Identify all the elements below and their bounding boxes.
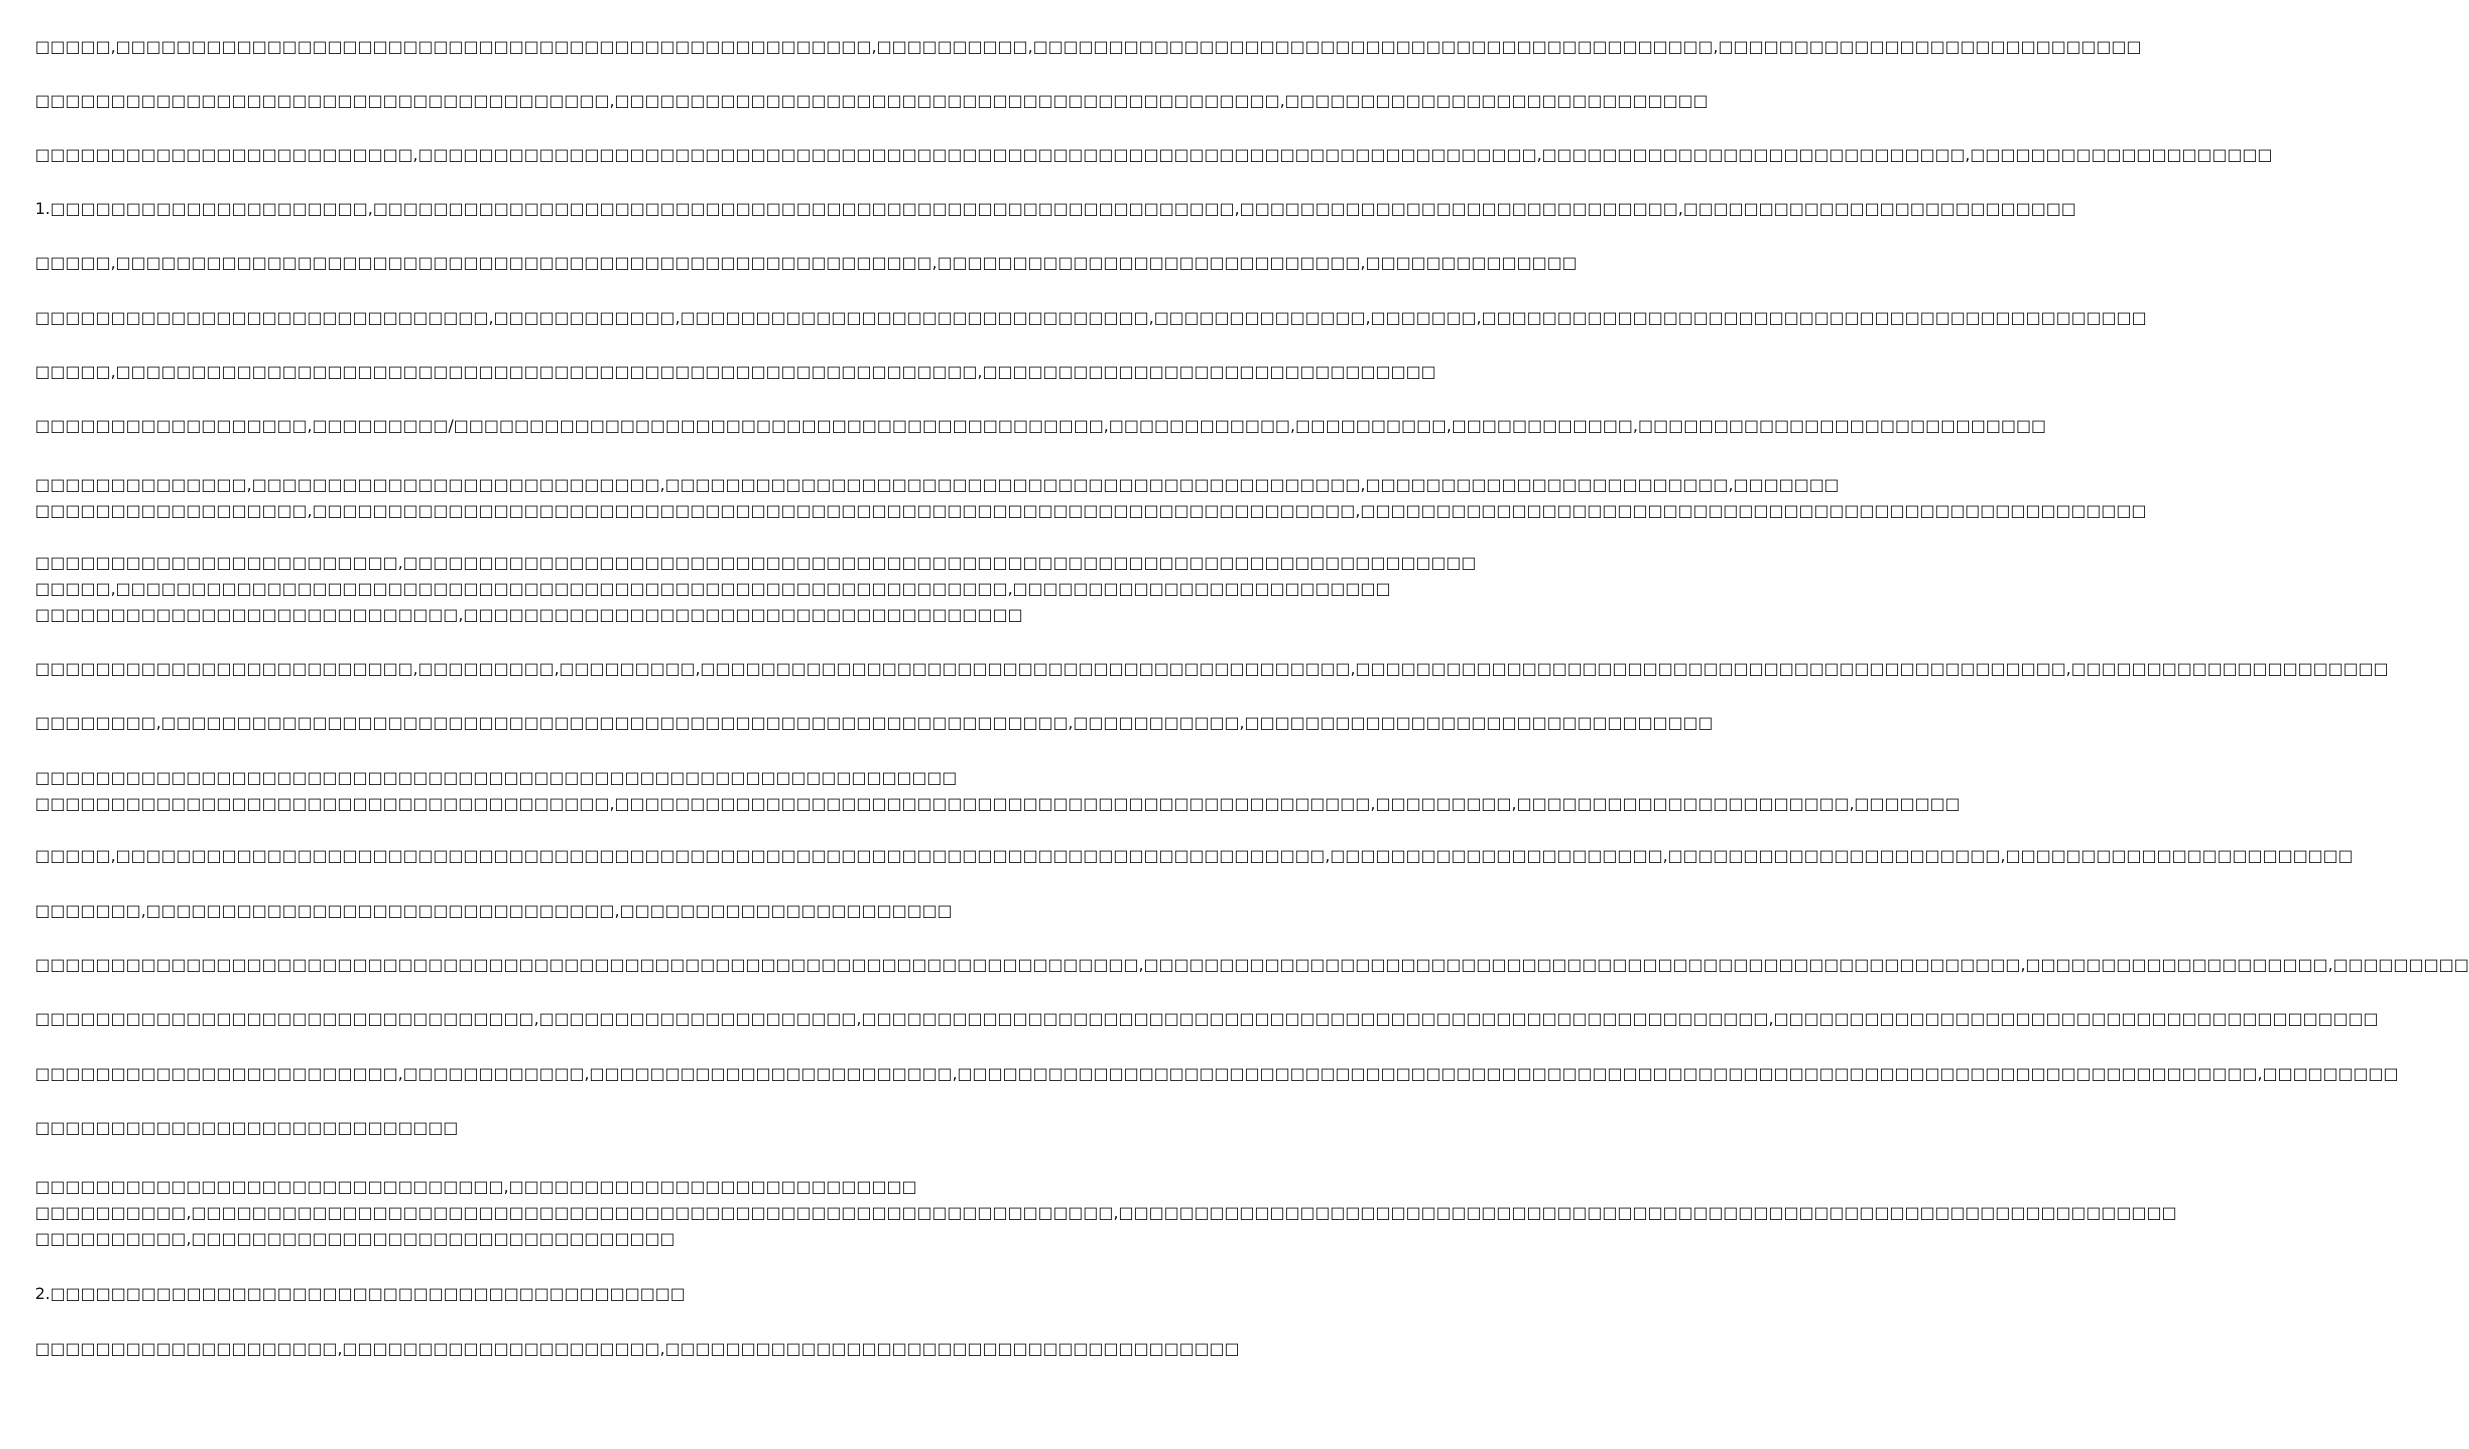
paragraph [35, 413, 2047, 439]
paragraph [35, 88, 1709, 114]
text-line: □□□□□□□□□□□□□□□□□□,□□□□□□□□□/□□□□□□□□□□□□□□□□□□□□□□□□□□□□□□□□□□□□□□□□□□□,□□□□□□□□□□□□,□□□□□□□□□□,□□□□□□□□□□□□,□□□□□□□□□□□□□□□□□□□□□□□□□□□ [35, 416, 2047, 435]
text-line: □□□□□□□□□□□□□□□□□□□□□□□□□□□□□□,□□□□□□□□□□□□,□□□□□□□□□□□□□□□□□□□□□□□□□□□□□□□,□□□□□□□□□□□□□□,□□□□□□□,□□□□□□□□□□□□□□□□□□□□□□□□□□□□□□□□□□□□□□□□□□□□ [35, 308, 2147, 327]
text-line: □□□□□,□□□□□□□□□□□□□□□□□□□□□□□□□□□□□□□□□□□□□□□□□□□□□□□□□□□□□□□□□,□□□□□□□□□□□□□□□□□□□□□□□□□□□□□□ [35, 362, 1436, 381]
text-line: 1.□□□□□□□□□□□□□□□□□□□□□,□□□□□□□□□□□□□□□□□□□□□□□□□□□□□□□□□□□□□□□□□□□□□□□□□□□□□□□□□,□□□□□□□□□□□□□□□□□□□□□□□□□□□□□,□□□□□□□□□□□□□□□□□□□□□□□□□□ [35, 199, 2077, 218]
text-line: □□□□□□□□□□□□□□,□□□□□□□□□□□□□□□□□□□□□□□□□□□,□□□□□□□□□□□□□□□□□□□□□□□□□□□□□□□□□□□□□□□□□□□□□□,□□□□□□□□□□□□□□□□□□□□□□□□,□□□□□□□ [35, 475, 1840, 494]
paragraph [35, 952, 2469, 978]
text-line: □□□□□□□□□□□□□□□□□□□□□□□□□□□□□□□,□□□□□□□□□□□□□□□□□□□□□□□□□□□ [35, 1177, 917, 1196]
document-body [35, 0, 2469, 1449]
paragraph [35, 1336, 1240, 1362]
text-line: □□□□□□□□□□□□□□□□□□□□□□□□□,□□□□□□□□□,□□□□□□□□□,□□□□□□□□□□□□□□□□□□□□□□□□□□□□□□□□□□□□□□□□□□□,□□□□□□□□□□□□□□□□□□□□□□□□□□□□□□□□□□□□□□□□□□□□□□□,□□□□□□□□□□□□□□□□□□□□□ [35, 659, 2389, 678]
paragraph [35, 196, 2077, 222]
text-line: □□□□□□□□□□,□□□□□□□□□□□□□□□□□□□□□□□□□□□□□□□□□□□□□□□□□□□□□□□□□□□□□□□□□□□□□,□□□□□□□□□□□□□□□□□□□□□□□□□□□□□□□□□□□□□□□□□□□□□□□□□□□□□□□□□□□□□□□□□□□□□□ [35, 1203, 2177, 1222]
paragraph [35, 765, 1961, 817]
text-line: □□□□□,□□□□□□□□□□□□□□□□□□□□□□□□□□□□□□□□□□□□□□□□□□□□□□□□□□,□□□□□□□□□□,□□□□□□□□□□□□□□□□□□□□□□□□□□□□□□□□□□□□□□□□□□□□□,□□□□□□□□□□□□□□□□□□□□□□□□□□□□ [35, 37, 2142, 56]
text-line: □□□□□□□□□□□□□□□□□□□□□□□□□□□□,□□□□□□□□□□□□□□□□□□□□□□□□□□□□□□□□□□□□□ [35, 605, 1023, 624]
text-line: □□□□□□□□□□□□□□□□□□□□□□□□□□□□□□□□□□□□□□□□□□□□□□□□□□□□□□□□□□□□□□□□□□□□□□□□□,□□□□□□□□□□□□□□□□□□□□□□□□□□□□□□□□□□□□□□□□□□□□□□□□□□□□□□□□□□,□□□□□□□□□□□□□□□□□□□□,□□□□□□□□□ [35, 955, 2469, 974]
text-line: □□□□□,□□□□□□□□□□□□□□□□□□□□□□□□□□□□□□□□□□□□□□□□□□□□□□□□□□□□□□,□□□□□□□□□□□□□□□□□□□□□□□□□□□□,□□□□□□□□□□□□□□ [35, 253, 1578, 272]
text-line: □□□□□□□□□□□□□□□□□□□□□□□□□□□□□□□□□□□□□□□□□□□□□□□□□□□□□□□□□□□□□ [35, 768, 958, 787]
text-line: □□□□□□□□□□□□□□□□□□□□□□□□□□□□ [35, 1118, 459, 1137]
text-line: □□□□□□□,□□□□□□□□□□□□□□□□□□□□□□□□□□□□□□□,□□□□□□□□□□□□□□□□□□□□□□ [35, 901, 953, 920]
text-line: □□□□□□□□□□,□□□□□□□□□□□□□□□□□□□□□□□□□□□□□□□□ [35, 1229, 676, 1248]
paragraph [35, 142, 2273, 168]
text-line: □□□□□□□□□□□□□□□□□□□□□□□□,□□□□□□□□□□□□□□□□□□□□□□□□□□□□□□□□□□□□□□□□□□□□□□□□□□□□□□□□□□□□□□□□□□□□□□□ [35, 553, 1477, 572]
paragraph [35, 359, 1436, 385]
paragraph [35, 1281, 990, 1307]
text-line: □□□□□□□□□□□□□□□□□□□□,□□□□□□□□□□□□□□□□□□□□□,□□□□□□□□□□□□□□□□□□□□□□□□□□□□□□□□□□□□□□ [35, 1339, 1240, 1358]
paragraph [35, 1115, 990, 1141]
text-line: □□□□□□□□,□□□□□□□□□□□□□□□□□□□□□□□□□□□□□□□□□□□□□□□□□□□□□□□□□□□□□□□□□□□□,□□□□□□□□□□□,□□□□□□□□□□□□□□□□□□□□□□□□□□□□□□□ [35, 713, 1714, 732]
paragraph [35, 1061, 2399, 1087]
text-line: □□□□□□□□□□□□□□□□□□□□□□□□,□□□□□□□□□□□□,□□□□□□□□□□□□□□□□□□□□□□□□,□□□□□□□□□□□□□□□□□□□□□□□□□□□□□□□□□□□□□□□□□□□□□□□□□□□□□□□□□□□□□□□□□□□□□□□□□□□□□□□□□□□□□□,□□□□□□□□□ [35, 1064, 2399, 1083]
text-line: □□□□□□□□□□□□□□□□□□□□□□□□□□□□□□□□□□□□□□,□□□□□□□□□□□□□□□□□□□□□□□□□□□□□□□□□□□□□□□□□□□□□□□□□□,□□□□□□□□□,□□□□□□□□□□□□□□□□□□□□□□,□□□□□□□ [35, 794, 1961, 813]
paragraph [35, 710, 1714, 736]
text-line: □□□□□□□□□□□□□□□□□□□□□□□□□□□□□□□□□,□□□□□□□□□□□□□□□□□□□□□,□□□□□□□□□□□□□□□□□□□□□□□□□□□□□□□□□□□□□□□□□□□□□□□□□□□□□□□□□□□□,□□□□□□□□□□□□□□□□□□□□□□□□□□□□□□□□□□□□□□□□ [35, 1009, 2379, 1028]
paragraph [35, 250, 1578, 276]
paragraph [35, 472, 2147, 524]
paragraph [35, 1006, 2379, 1032]
text-line: □□□□□,□□□□□□□□□□□□□□□□□□□□□□□□□□□□□□□□□□□□□□□□□□□□□□□□□□□□□□□□□□□□□□□□□□□□□□□□□□□□□□□□,□□□□□□□□□□□□□□□□□□□□□□,□□□□□□□□□□□□□□□□□□□□□□,□□□□□□□□□□□□□□□□□□□□□□□ [35, 846, 2354, 865]
paragraph [35, 843, 2354, 869]
text-line: □□□□□□□□□□□□□□□□□□□□□□□□□,□□□□□□□□□□□□□□□□□□□□□□□□□□□□□□□□□□□□□□□□□□□□□□□□□□□□□□□□□□□□□□□□□□□□□□□□□□,□□□□□□□□□□□□□□□□□□□□□□□□□□□□,□□□□□□□□□□□□□□□□□□□□ [35, 145, 2273, 164]
paragraph [35, 656, 2389, 682]
text-line: □□□□□,□□□□□□□□□□□□□□□□□□□□□□□□□□□□□□□□□□□□□□□□□□□□□□□□□□□□□□□□□□□,□□□□□□□□□□□□□□□□□□□□□□□□□ [35, 579, 1391, 598]
text-line: □□□□□□□□□□□□□□□□□□□□□□□□□□□□□□□□□□□□□□,□□□□□□□□□□□□□□□□□□□□□□□□□□□□□□□□□□□□□□□□□□□□,□□□□□□□□□□□□□□□□□□□□□□□□□□□□ [35, 91, 1709, 110]
paragraph [35, 1174, 2177, 1252]
paragraph [35, 34, 2142, 60]
paragraph [35, 305, 2147, 331]
paragraph [35, 898, 990, 924]
text-line: □□□□□□□□□□□□□□□□□□,□□□□□□□□□□□□□□□□□□□□□□□□□□□□□□□□□□□□□□□□□□□□□□□□□□□□□□□□□□□□□□□□□□□□□,□□□□□□□□□□□□□□□□□□□□□□□□□□□□□□□□□□□□□□□□□□□□□□□□□□□□ [35, 501, 2147, 520]
paragraph [35, 550, 1477, 628]
text-line: 2.□□□□□□□□□□□□□□□□□□□□□□□□□□□□□□□□□□□□□□□□□□ [35, 1284, 686, 1303]
